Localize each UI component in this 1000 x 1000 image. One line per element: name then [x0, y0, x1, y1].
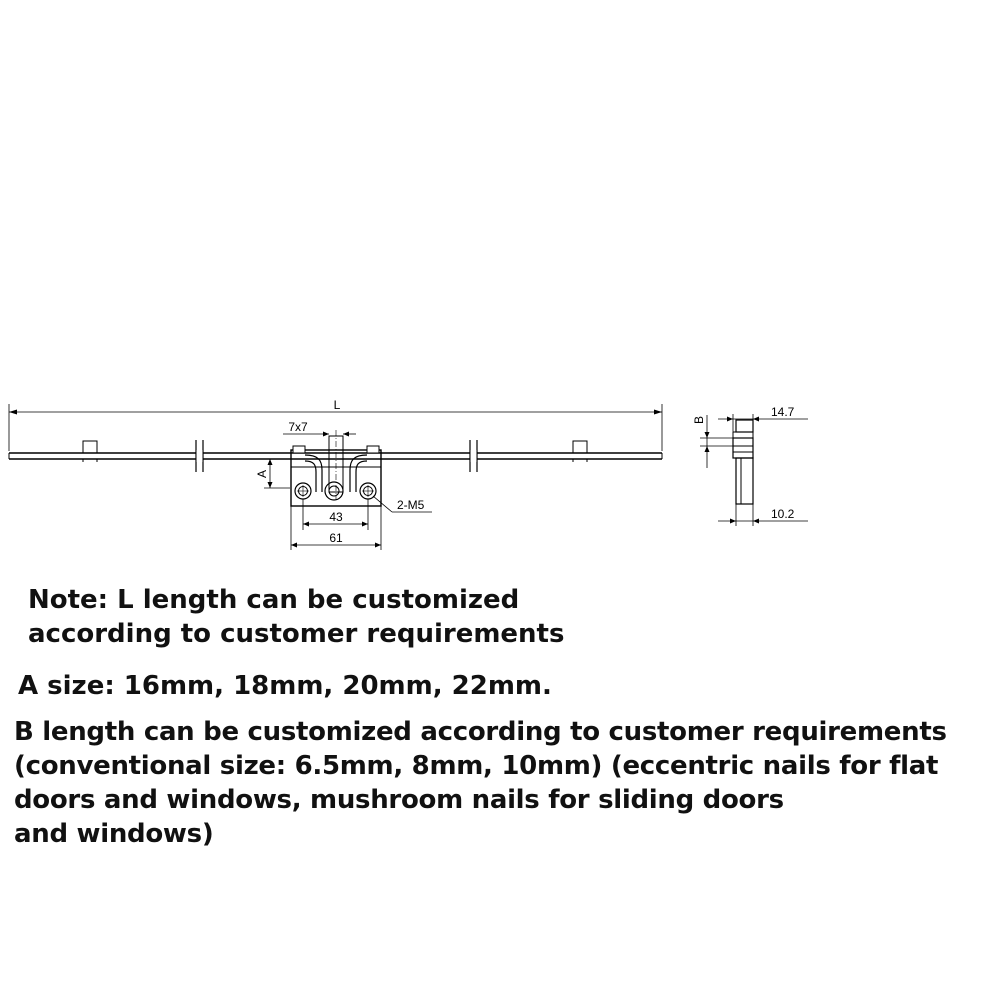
right-break-mark — [470, 440, 477, 472]
label-43: 43 — [329, 510, 343, 524]
transmission-rod — [9, 453, 662, 459]
label-7x7: 7x7 — [288, 420, 308, 434]
note-a-size: A size: 16mm, 18mm, 20mm, 22mm. — [18, 671, 552, 701]
dimension-14-7 — [718, 414, 808, 438]
center-bracket — [291, 430, 381, 506]
label-10-2: 10.2 — [771, 507, 795, 521]
label-l: L — [333, 398, 341, 412]
label-a: A — [255, 469, 269, 479]
label-61: 61 — [329, 531, 343, 545]
side-view — [733, 420, 753, 504]
note-l-length: Note: L length can be customized according to customer requirements — [28, 585, 565, 649]
left-rod-lug — [83, 441, 97, 462]
left-break-mark — [196, 440, 203, 472]
label-2-m5: 2-M5 — [397, 498, 425, 512]
note-b-length: B length can be customized according to customer requirements (conventional size: 6.5mm, 8mm, 10mm) (eccentric nails for flat doors and windows, mushroom nails for sliding doors and windows) — [14, 717, 947, 849]
center-hole — [325, 482, 343, 500]
dimension-10-2 — [718, 504, 808, 526]
label-b: B — [692, 415, 706, 425]
left-screw-hole — [295, 483, 311, 499]
label-14-7: 14.7 — [771, 405, 795, 419]
